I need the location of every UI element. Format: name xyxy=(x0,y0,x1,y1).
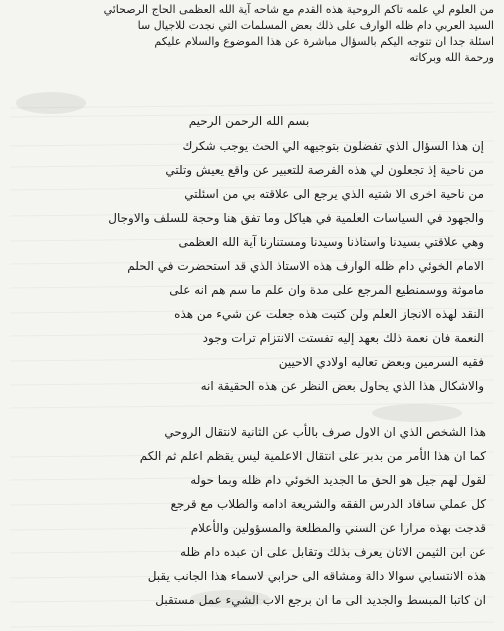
document-line: كما ان هذا الأمر من بدبر على انتقال الاعلمية ليس يقظم اعلم ثم الكم xyxy=(139,449,486,463)
top-text-block xyxy=(8,2,494,88)
document-line: والاشكال هذا الذي يحاول بعض النظر عن هذه الحقيقة انه xyxy=(200,379,484,393)
paper-smudge xyxy=(16,92,86,114)
document-line: لقول لهم جيل هو الحق ما الجديد الخوئي دام ظله وبما حوله xyxy=(190,473,486,487)
document-line: من العلوم لي علمه تاكم الروحية هذه القدم مع شاحه آية الله العظمى الحاج الرصحائي xyxy=(103,3,494,16)
document-line: السيد العربي دام ظله الوارف على ذلك بعض المسلمات التي نجدت للاجيال سا xyxy=(137,19,494,32)
document-line: عن ابن الثيمن الاثان يعرف بذلك وتقابل على ان عبده دام ظله xyxy=(180,545,486,559)
document-line: فقيه السرمين وبعض تعاليه اولادي الاحيين xyxy=(278,355,484,369)
document-line: ان كاتبا المبسط والجديد الى ما ان برجع الاب الشيء عمل مستقبل xyxy=(155,593,486,607)
document-line: والجهود في السياسات العلمية في هياكل وما تفق هنا وحجة للسلف والاوجال xyxy=(108,211,484,225)
document-line: الامام الخوئي دام ظله الوارف هذه الاستاذ الذي قد استحضرت في الحلم xyxy=(127,259,484,273)
main-text-block xyxy=(14,112,484,412)
document-line: من ناحية اخرى الا شتيه الذي يرجع الى علاقته بي من اسئلتي xyxy=(184,187,484,201)
document-line: النعمة فان نعمة ذلك بعهد إليه تفستت الانتزام ترات وجود xyxy=(202,331,484,345)
bottom-text-block xyxy=(10,420,486,631)
document-line: إن هذا السؤال الذي تفضلون بتوجيهه الي الحث يوجب شكرك xyxy=(182,139,484,153)
bismillah-heading: بسم الله الرحمن الرحيم xyxy=(188,114,310,128)
document-line: قدجت بهذه مرارا عن السني والمطلعة والمسؤولين والأعلام xyxy=(190,521,486,535)
document-line: هذا الشخص الذي ان الاول صرف بالأب عن الثانية لانتقال الروحي xyxy=(164,425,486,439)
document-line: اسئلة جدا ان تتوجه اليكم بالسؤال مباشرة عن هذا الموضوع والسلام عليكم xyxy=(154,35,494,48)
document-line: ورحمة الله وبركاته xyxy=(409,51,494,64)
document-line: النقد لهذه الانجاز العلم ولن كتبت هذه جعلت عن شيء من هذه xyxy=(174,307,484,321)
document-line: ماموثة ووسمنطيع المرجع على مدة وان علم ما سم هم انه على xyxy=(169,283,484,297)
document-line: كل عملي سافاد الدرس الفقه والشريعة ادامه والطلاب مع قرجع xyxy=(170,497,486,511)
document-line: هذه الانتسابي سوالا دالة ومشاقه الى حرابي لاسماء هذا الجانب يقبل xyxy=(147,569,486,583)
document-line: من ناحية إذ تجعلون لي هذه الفرصة للتعبير عن واقع يعيش وتلتي xyxy=(165,163,484,177)
document-line: وهي علاقتي بسيدنا واستاذنا وسيدنا ومستنارنا آية الله العظمى xyxy=(178,235,484,249)
